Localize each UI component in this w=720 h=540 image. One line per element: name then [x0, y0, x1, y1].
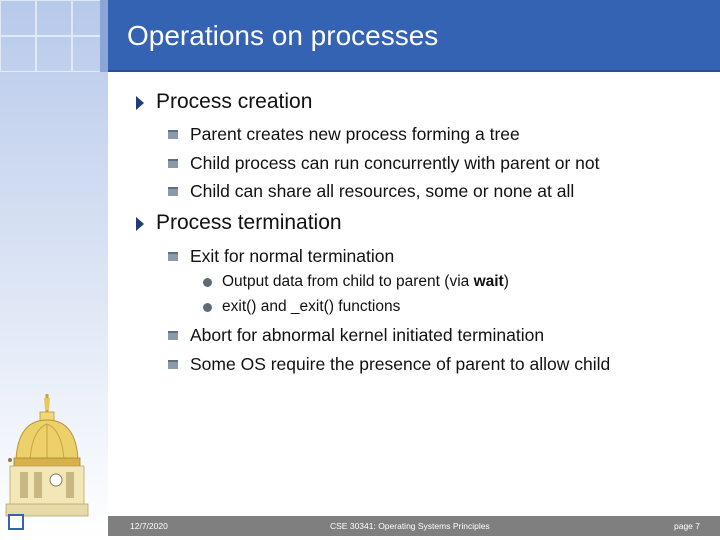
sub-bullet-text: exit() and _exit() functions: [222, 298, 401, 315]
bullet-text: Child process can run concurrently with parent or not: [190, 152, 600, 173]
square-bullet-icon: [168, 331, 178, 340]
bullet-text: Parent creates new process forming a tree: [190, 123, 520, 144]
section-heading-process-termination: [136, 210, 342, 236]
bullet-item: [168, 324, 544, 346]
bullet-item: [168, 123, 520, 145]
round-bullet-icon: [203, 303, 212, 312]
section-heading-process-creation: [136, 89, 312, 115]
bullet-text: Some OS require the presence of parent to allow child: [190, 353, 611, 374]
square-bullet-icon: [168, 159, 178, 168]
sub-bullet-text: [222, 273, 509, 291]
section-heading-text: Process termination: [156, 211, 342, 234]
square-bullet-icon: [168, 187, 178, 196]
bullet-item: [168, 353, 610, 375]
triangle-right-icon: [136, 217, 144, 231]
bullet-item: [168, 152, 600, 174]
sub-bullet-item: [203, 272, 509, 292]
triangle-right-icon: [136, 96, 144, 110]
sub-bullet-bold-keyword: wait: [473, 273, 504, 290]
bullet-item: [168, 180, 574, 202]
corner-square-decoration: [8, 514, 24, 530]
square-bullet-icon: [168, 130, 178, 139]
bullet-text: Exit for normal termination: [190, 245, 395, 266]
bullet-text: Abort for abnormal kernel initiated termination: [190, 324, 545, 345]
sub-bullet-text-part: Output data from child to parent (via: [222, 273, 474, 290]
round-bullet-icon: [203, 278, 212, 287]
sub-bullet-item: [203, 297, 400, 317]
footer-course: CSE 30341: Operating Systems Principles: [330, 521, 490, 531]
section-heading-text: Process creation: [156, 90, 313, 113]
sub-bullet-text-part: ): [503, 273, 509, 290]
footer-date: 12/7/2020: [130, 521, 168, 531]
square-bullet-icon: [168, 252, 178, 261]
footer-page-number: page 7: [674, 521, 700, 531]
square-bullet-icon: [168, 360, 178, 369]
bullet-item: [168, 245, 394, 267]
footer-bar: [108, 516, 720, 536]
slide-title: Operations on processes: [127, 20, 439, 51]
bullet-text: Child can share all resources, some or none at all: [190, 180, 575, 201]
